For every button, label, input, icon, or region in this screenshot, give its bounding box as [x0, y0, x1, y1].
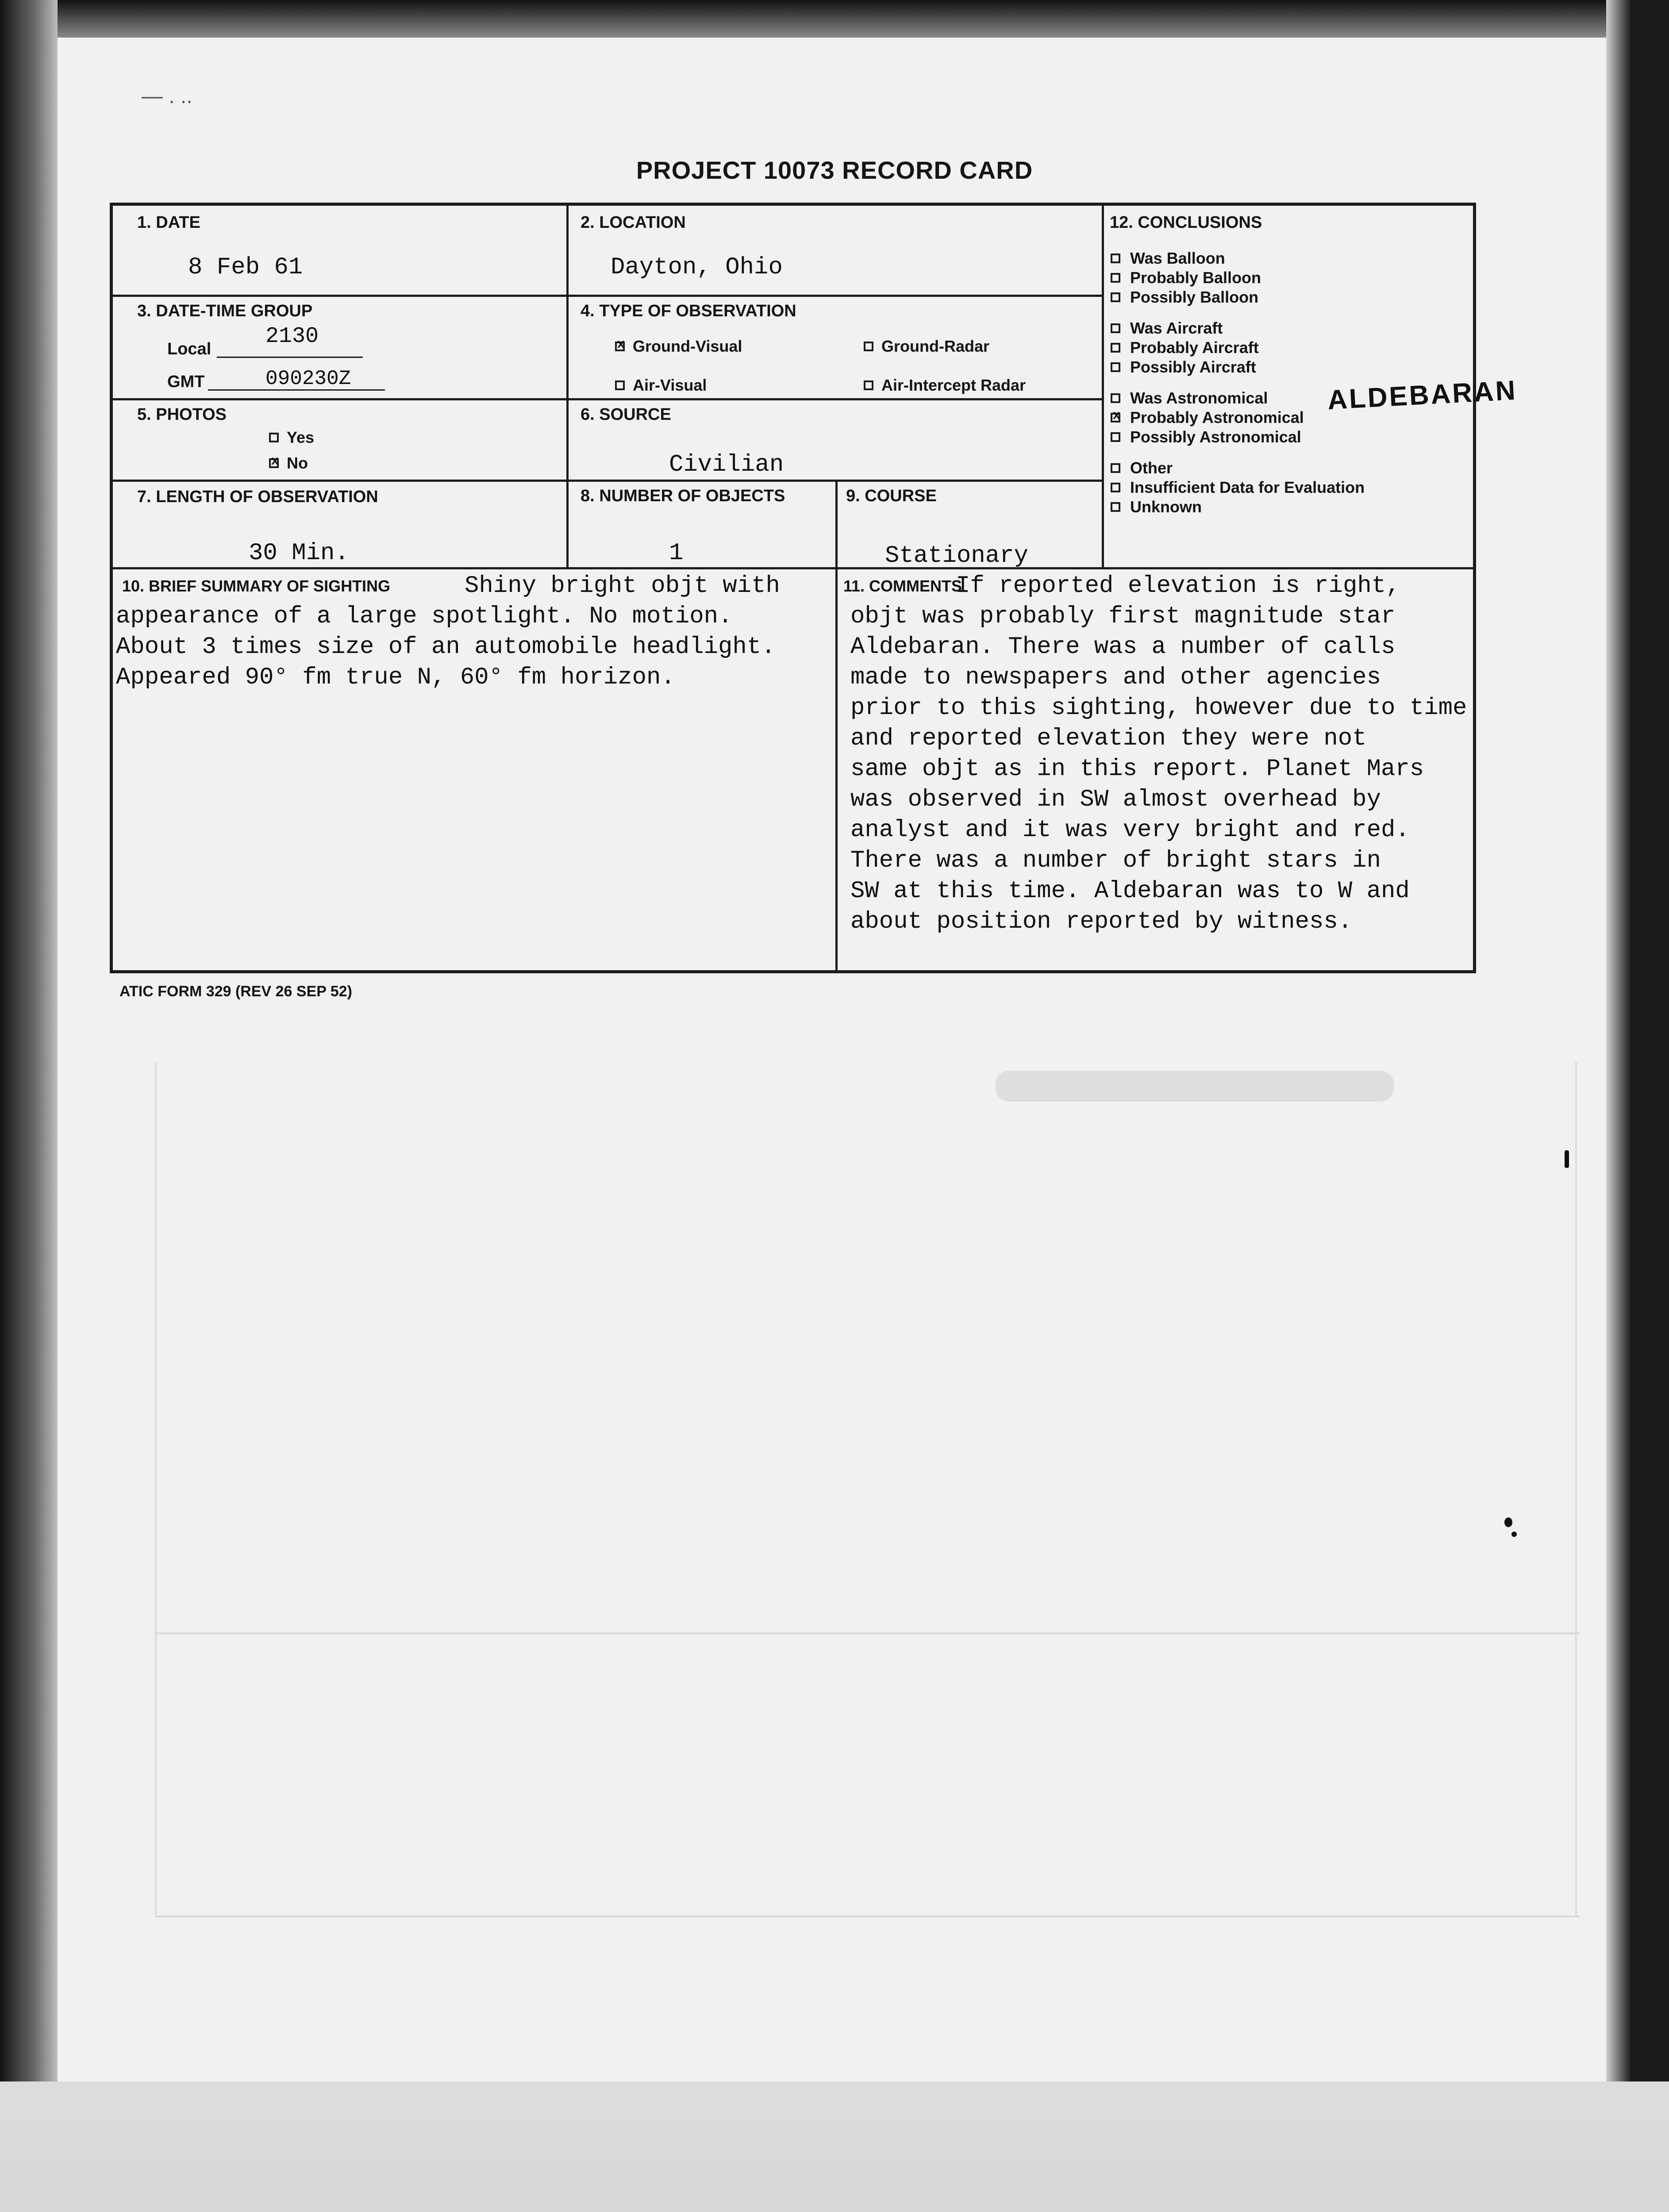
checkbox-icon	[864, 342, 873, 351]
checkbox-icon	[1111, 502, 1120, 512]
checkbox-icon	[1111, 273, 1120, 283]
local-time-value: 2130	[265, 324, 319, 349]
conclusion-other[interactable]: Other	[1111, 458, 1365, 478]
source-label: 6. SOURCE	[581, 405, 671, 424]
checkbox-icon	[1111, 343, 1120, 353]
option-ground-visual[interactable]: x Ground-Visual	[615, 337, 742, 356]
date-label: 1. DATE	[137, 213, 200, 232]
conclusion-possibly-balloon[interactable]: Possibly Balloon	[1111, 288, 1365, 307]
option-photos-no[interactable]: x No	[269, 454, 308, 472]
comments-line: and reported elevation they were not	[850, 725, 1367, 752]
summary-label: 10. BRIEF SUMMARY OF SIGHTING	[122, 577, 391, 595]
location-label: 2. LOCATION	[581, 213, 686, 232]
comments-line: about position reported by witness.	[850, 908, 1353, 935]
conclusion-probably-astronomical[interactable]: x Probably Astronomical	[1111, 408, 1365, 427]
type-of-observation-label: 4. TYPE OF OBSERVATION	[581, 302, 796, 320]
film-lower-strip	[0, 2081, 1669, 2212]
comments-label: 11. COMMENTS	[843, 577, 962, 595]
date-value: 8 Feb 61	[188, 254, 303, 281]
handwritten-aldebaran-note: ALDEBARAN	[1327, 375, 1518, 416]
film-top-edge	[58, 0, 1606, 38]
row-divider-1	[110, 295, 570, 297]
row-divider-1b	[566, 295, 1103, 297]
summary-line: appearance of a large spotlight. No motion.	[116, 603, 733, 630]
col-divider-1	[566, 203, 569, 569]
checkbox-icon	[615, 380, 625, 390]
comments-line: objt was probably first magnitude star	[850, 603, 1396, 630]
local-underline	[217, 357, 363, 358]
checkbox-icon	[1111, 463, 1120, 473]
local-label: Local	[167, 340, 212, 358]
form-footer: ATIC FORM 329 (REV 26 SEP 52)	[119, 983, 352, 1000]
conclusions-label: 12. CONCLUSIONS	[1110, 213, 1262, 232]
option-air-intercept-radar[interactable]: Air-Intercept Radar	[864, 376, 1026, 395]
summary-line: Appeared 90° fm true N, 60° fm horizon.	[116, 664, 675, 691]
checkbox-icon	[1111, 253, 1120, 263]
conclusion-possibly-aircraft[interactable]: Possibly Aircraft	[1111, 357, 1365, 377]
checkbox-icon	[1111, 483, 1120, 492]
comments-line: If reported elevation is right,	[956, 572, 1400, 599]
conclusion-probably-balloon[interactable]: Probably Balloon	[1111, 268, 1365, 288]
option-ground-radar[interactable]: Ground-Radar	[864, 337, 989, 356]
photos-label: 5. PHOTOS	[137, 405, 227, 424]
film-dust-spot	[1511, 1532, 1517, 1537]
comments-line: prior to this sighting, however due to time	[850, 695, 1467, 722]
source-value: Civilian	[669, 451, 784, 478]
conclusion-possibly-astronomical[interactable]: Possibly Astronomical	[1111, 427, 1365, 447]
conclusion-was-astronomical[interactable]: Was Astronomical	[1111, 388, 1365, 408]
row-divider-4	[110, 567, 1476, 569]
option-air-visual[interactable]: Air-Visual	[615, 376, 707, 395]
margin-scribble: — . ..	[142, 84, 192, 108]
course-label: 9. COURSE	[846, 487, 937, 505]
film-dust-spot	[1504, 1517, 1512, 1527]
comments-line: SW at this time. Aldebaran was to W and	[850, 878, 1410, 905]
checkbox-icon	[615, 342, 625, 351]
gmt-label: GMT	[167, 373, 205, 391]
checkbox-icon	[1111, 413, 1120, 422]
number-of-objects-label: 8. NUMBER OF OBJECTS	[581, 487, 785, 505]
checkbox-icon	[1111, 292, 1120, 302]
col-divider-2	[1102, 203, 1104, 569]
checkbox-icon	[1111, 393, 1120, 403]
summary-line: Shiny bright objt with	[465, 572, 780, 599]
film-left-edge	[0, 0, 58, 2081]
comments-line: same objt as in this report. Planet Mars	[850, 756, 1424, 783]
conclusion-was-balloon[interactable]: Was Balloon	[1111, 249, 1365, 268]
conclusion-probably-aircraft[interactable]: Probably Aircraft	[1111, 338, 1365, 357]
course-value: Stationary	[885, 542, 1029, 569]
film-dust-spot	[1565, 1150, 1569, 1168]
checkbox-icon	[1111, 432, 1120, 442]
option-photos-yes[interactable]: Yes	[269, 428, 314, 447]
gmt-time-value: 090230Z	[265, 367, 351, 390]
comments-line: made to newspapers and other agencies	[850, 664, 1381, 691]
checkbox-icon	[269, 433, 279, 442]
conclusion-unknown[interactable]: Unknown	[1111, 497, 1365, 517]
summary-line: About 3 times size of an automobile headlight.	[116, 634, 776, 661]
comments-line: Aldebaran. There was a number of calls	[850, 634, 1396, 661]
location-value: Dayton, Ohio	[611, 254, 783, 281]
card-title: PROJECT 10073 RECORD CARD	[636, 156, 1033, 184]
comments-line: analyst and it was very bright and red.	[850, 817, 1410, 844]
date-time-group-label: 3. DATE-TIME GROUP	[137, 302, 313, 320]
length-of-observation-label: 7. LENGTH OF OBSERVATION	[137, 488, 378, 506]
length-of-observation-value: 30 Min.	[249, 540, 349, 567]
summary-text	[116, 571, 780, 693]
checkbox-icon	[864, 380, 873, 390]
row-divider-3	[110, 480, 1103, 482]
conclusion-was-aircraft[interactable]: Was Aircraft	[1111, 319, 1365, 338]
conclusions-list	[1111, 249, 1365, 517]
number-of-objects-value: 1	[669, 540, 684, 567]
comments-line: There was a number of bright stars in	[850, 847, 1381, 874]
film-right-edge	[1606, 0, 1669, 2081]
col-divider-3	[835, 480, 838, 973]
comments-line: was observed in SW almost overhead by	[850, 786, 1381, 813]
checkbox-icon	[1111, 362, 1120, 372]
checkbox-icon	[1111, 323, 1120, 333]
comments-text	[850, 571, 1467, 937]
row-divider-2	[110, 398, 1103, 400]
checkbox-icon	[269, 458, 279, 468]
conclusion-insufficient-data[interactable]: Insufficient Data for Evaluation	[1111, 478, 1365, 497]
